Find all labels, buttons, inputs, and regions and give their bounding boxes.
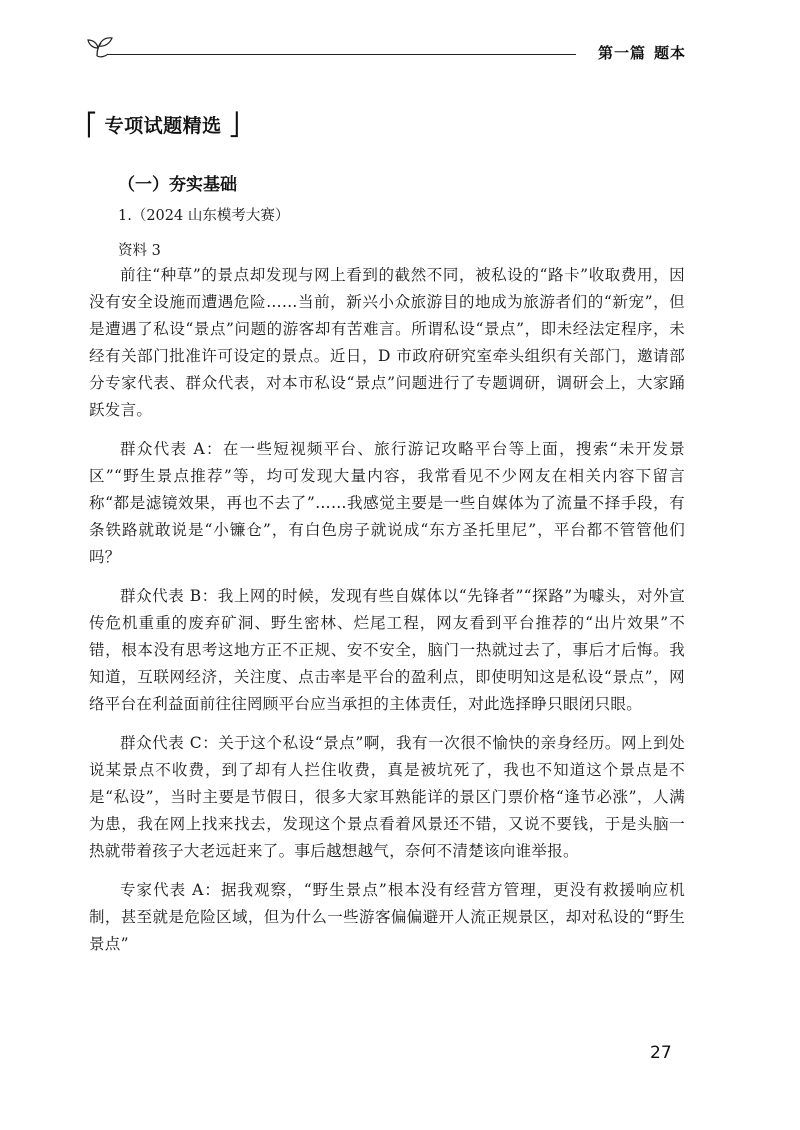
- page-number: 27: [650, 1043, 672, 1063]
- question-number: 1.（2024 山东模考大赛）: [118, 208, 290, 224]
- paragraph-public-c: 群众代表 C：关于这个私设“景点”啊，我有一次很不愉快的亲身经历。网上到处说某景点不收费，到了却有人拦住收费，真是被坑死了，我也不知道这个景点是不是“私设”，当时主要是节假日，很多大家耳熟能详的景区门票价格“逢节必涨”，人满为患，我在网上找来找去，发现这个景点看着风景还不错，又说不要钱，于是头脑一热就带着孩子大老远赶来了。事后越想越气，奈何不清楚该向谁举报。: [89, 734, 685, 860]
- running-header: [86, 34, 686, 64]
- paragraph-expert-a: 专家代表 A：据我观察，“野生景点”根本没有经营方管理，更没有救援响应机制，甚至就是危险区域，但为什么一些游客偏偏避开人流正规景区，却对私设的“野生景点”: [89, 881, 685, 953]
- paragraph-public-a: 群众代表 A：在一些短视频平台、旅行游记攻略平台等上面，搜索“未开发景区”“野生景点推荐”等，均可发现大量内容，我常看见不少网友在相关内容下留言称“都是滤镜效果，再也不去了”……我感觉主要是一些自媒体为了流量不择手段，有条铁路就敢说是“小镰仓”，有白色房子就说成“东方圣托里尼”，平台都不管管他们吗？: [89, 440, 685, 566]
- paragraph-intro: 前往“种草”的景点却发现与网上看到的截然不同，被私设的“路卡”收取费用，因没有安全设施而遭遇危险……当前，新兴小众旅游目的地成为旅游者们的“新宠”，但是遭遇了私设“景点”问题的游客却有苦难言。所谓私设“景点”，即未经法定程序，未经有关部门批准许可设定的景点。近日，D 市政府研究室牵头组织有关部门，邀请部分专家代表、群众代表，对本市私设“景点”问题进行了专题调研，调研会上，大家踊跃发言。: [89, 266, 685, 419]
- header-part: 第一篇: [597, 44, 646, 62]
- body-text: [89, 262, 685, 970]
- section-title-text: 专项试题精选: [104, 115, 222, 137]
- header-label: [598, 42, 686, 63]
- sprout-icon: [86, 34, 116, 60]
- material-label: 资料 3: [118, 243, 161, 259]
- subsection-title: （一）夯实基础: [118, 175, 237, 195]
- right-bracket-icon: ⎦: [228, 113, 241, 138]
- paragraph-public-b: 群众代表 B：我上网的时候，发现有些自媒体以“先锋者”“探路”为噱头，对外宣传危机重重的废弃矿洞、野生密林、烂尾工程，网友看到平台推荐的“出片效果”不错，根本没有思考这地方正不正规、安不安全，脑门一热就过去了，事后才后悔。我知道，互联网经济，关注度、点击率是平台的盈利点，即使明知这是私设“景点”，网络平台在利益面前往往罔顾平台应当承担的主体责任，对此选择睁只眼闭只眼。: [89, 587, 685, 713]
- left-bracket-icon: ⎡: [86, 113, 98, 138]
- section-title: [86, 111, 240, 138]
- header-rule: [108, 54, 576, 55]
- header-section: 题本: [653, 44, 686, 62]
